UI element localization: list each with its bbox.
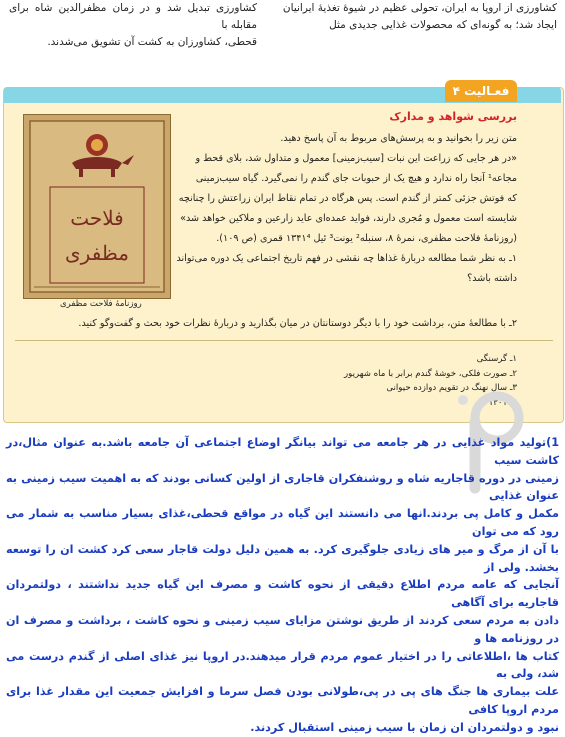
newspaper-image <box>24 115 170 298</box>
footnote-item: ۲ـ صورت فلکی، خوشهٔ گندم برابر با ماه شهریور <box>344 368 517 379</box>
newspaper-photo <box>23 114 171 299</box>
text-line: کشاورزی از اروپا به ایران، تحولی عظیم در شیوهٔ تغذیهٔ ایرانیان <box>282 2 557 14</box>
quote-line: که فوتش جزئی کمتر از گندم است. پس هرگاه در تمام نقاط ایران زراعتش را چنانچه <box>178 193 517 204</box>
quote-citation: (روزنامهٔ فلاحت مظفری، نمرهٔ ۸، سنبله² یونت³ ئیل ۱۳۴۱⁴ قمری (ص ۱۰۹). <box>216 233 517 244</box>
intro-line: متن زیر را بخوانید و به پرسش‌های مربوط به آن پاسخ دهید. <box>280 133 517 144</box>
activity-tab: فعـالیت ۴ <box>445 80 517 102</box>
section-title: بررسی شواهد و مدارک <box>389 110 517 123</box>
answer-line: مکمل و کامل پی بردند.انها می دانستند این گیاه در مواقع قحطی،غذای بسیار مناسب به شمار می رود که می توان <box>6 507 559 538</box>
newspaper-title-top: فلاحت <box>70 206 124 230</box>
text-line: کشاورزی تبدیل شد و در زمان مظفرالدین شاه برای مقابله با <box>9 2 257 31</box>
top-text-right-column <box>267 0 557 34</box>
footnote-item: ۱ـ گرسنگی <box>476 354 517 364</box>
text-line: ایجاد شد؛ به گونه‌ای که محصولات غذایی جدیدی مثل <box>329 19 557 31</box>
answer-line: دادن به مردم سعی کردند از طریق نوشتن مزایای سیب زمینی و نحوه کاشت ، برداشت و مصرف ان در روزنامه ها و <box>6 613 559 645</box>
question-1-line: داشته باشد؟ <box>467 273 517 284</box>
text-line: قحطی، کشاورزان به کشت آن تشویق می‌شدند. <box>47 36 257 48</box>
newspaper-title-bottom: مظفری <box>65 241 129 265</box>
answer-line: علت بیماری ها جنگ های پی در پی،طولانی بودن فصل سرما و افزایش جمعیت این مقدار غذا برای مردم اروپا کافی <box>6 685 559 716</box>
answer-line: زمینی در دوره قاجاریه شاه و روشنفکران قاجاری از اولین کسانی بودند که به اهمیت سیب زمینی به عنوان غذایی <box>6 471 559 503</box>
answer-line: 1)تولید مواد غذایی در هر جامعه می تواند بیانگر اوضاع اجتماعی آن جامعه باشد.به عنوان مثال،در کاشت سیب <box>6 436 559 467</box>
activity-passage <box>172 129 517 289</box>
question-1-line: ۱ـ به نظر شما مطالعه دربارهٔ غذاها چه نقشی در فهم تاریخ اجتماعی یک دوره می‌تواند <box>176 253 517 264</box>
answer-line: کتاب ها ،اطلاعاتی را در اختیار عموم مردم قرار میدهند.در اروپا نیز غذای اصلی از گندم درست می شد، ولی به <box>6 649 559 681</box>
footnote-item: ۳ـ سال نهنگ در تقویم دوازده حیوانی <box>386 383 517 393</box>
question-2: ۲ـ با مطالعهٔ متن، برداشت خود را با دیگر دوستانتان در میان بگذارید و دربارهٔ نظرات خود بحث و گفت‌وگو کنید. <box>78 318 517 329</box>
answer-text <box>6 434 559 737</box>
quote-line: مجاعه¹ آنجا راه ندارد و هیچ یک از حبوبات جای گندم را نمی‌گیرد. گیاه سیب‌زمینی <box>195 173 517 184</box>
answer-line: با آن از مرگ و میر های زیادی جلوگیری کرد. به همین دلیل دولت قاجار سعی کرد کشت ان را توسعه بخشد. ولی از <box>6 542 559 574</box>
quote-line: شایسته است معمول و مُجری دارند، فواید عمده‌ای عاید زارعین و ملاکین خواهد شد» <box>180 213 517 224</box>
footnote-item: ۴ـ ۱۳۰۱ ق <box>479 397 517 408</box>
photo-caption: روزنامهٔ فلاحت مظفری <box>60 299 142 309</box>
quote-line: «در هر جایی که زراعت این نبات [سیب‌زمینی] معمول و متداول شد، بلای قحط و <box>195 153 517 164</box>
answer-line: آنجایی که عامه مردم اطلاع دقیقی از نحوه کاشت و مصرف این گیاه جدید نداشتند ، دولتمردان قاجاریه برای آگاهی <box>6 578 559 610</box>
top-paragraph <box>8 0 557 50</box>
top-text-left-column <box>9 0 257 51</box>
answer-line: نبود و دولتمردان ان زمان با سیب زمینی استقبال کردند. <box>250 720 559 734</box>
footnote-divider <box>15 340 553 341</box>
